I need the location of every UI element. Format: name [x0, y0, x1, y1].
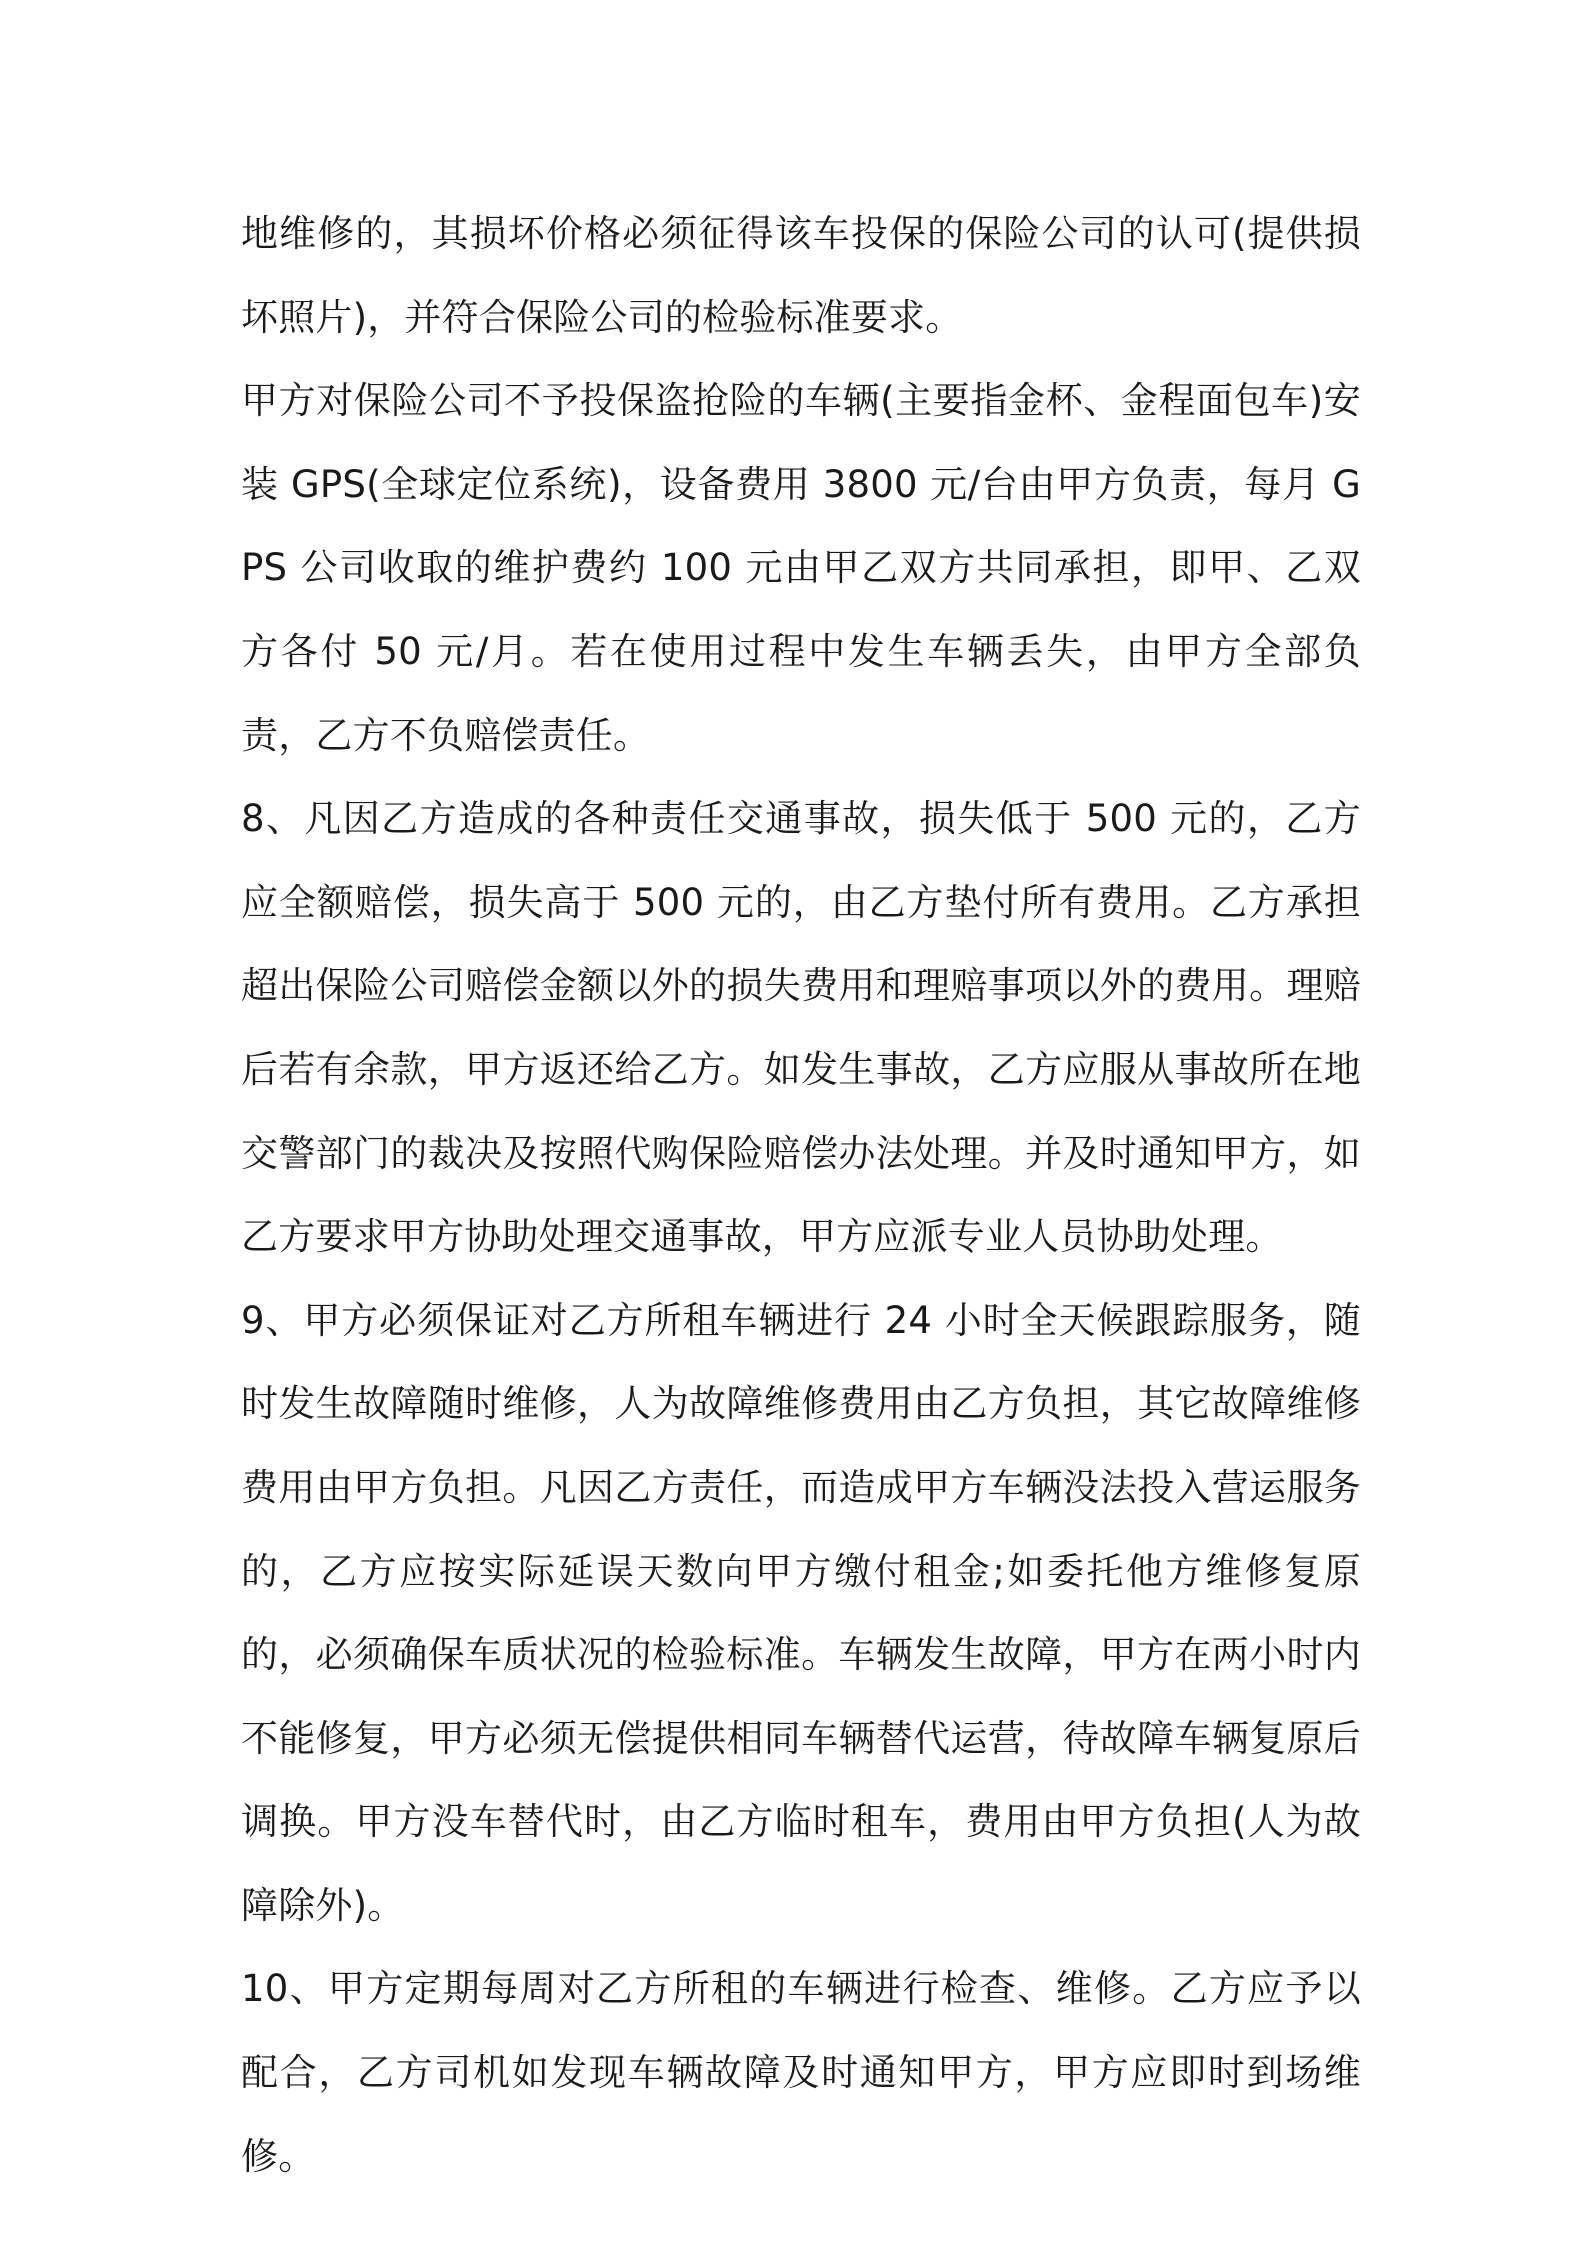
paragraph-clause-10-inspection: 10、甲方定期每周对乙方所租的车辆进行检查、维修。乙方应予以配合，乙方司机如发现车辆故障及时通知甲方，甲方应即时到场维修。 — [241, 1967, 1361, 2178]
paragraph-damage-repair: 地维修的，其损坏价格必须征得该车投保的保险公司的认可(提供损坏照片)，并符合保险公司的检验标准要求。 — [241, 212, 1361, 339]
document-body — [241, 192, 1361, 2198]
paragraph-gps-installation: 甲方对保险公司不予投保盗抢险的车辆(主要指金杯、金程面包车)安装 GPS(全球定位系统)，设备费用 3800 元/台由甲方负责，每月 GPS 公司收取的维护费约 100 元由甲乙双方共同承担，即甲、乙双方各付 50 元/月。若在使用过程中发生车辆丢失，由甲方全部负责，乙方不负赔偿责任。 — [241, 379, 1361, 757]
paragraph-clause-8-accidents: 8、凡因乙方造成的各种责任交通事故，损失低于 500 元的，乙方应全额赔偿，损失高于 500 元的，由乙方垫付所有费用。乙方承担超出保险公司赔偿金额以外的损失费用和理赔事项以外的费用。理赔后若有余款，甲方返还给乙方。如发生事故，乙方应服从事故所在地交警部门的裁决及按照代购保险赔偿办法处理。并及时通知甲方，如乙方要求甲方协助处理交通事故，甲方应派专业人员协助处理。 — [241, 797, 1361, 1259]
paragraph-clause-9-service: 9、甲方必须保证对乙方所租车辆进行 24 小时全天候跟踪服务，随时发生故障随时维修，人为故障维修费用由乙方负担，其它故障维修费用由甲方负担。凡因乙方责任，而造成甲方车辆没法投入营运服务的，乙方应按实际延误天数向甲方缴付租金;如委托他方维修复原的，必须确保车质状况的检验标准。车辆发生故障，甲方在两小时内不能修复，甲方必须无偿提供相同车辆替代运营，待故障车辆复原后调换。甲方没车替代时，由乙方临时租车，费用由甲方负担(人为故障除外)。 — [241, 1298, 1361, 1927]
